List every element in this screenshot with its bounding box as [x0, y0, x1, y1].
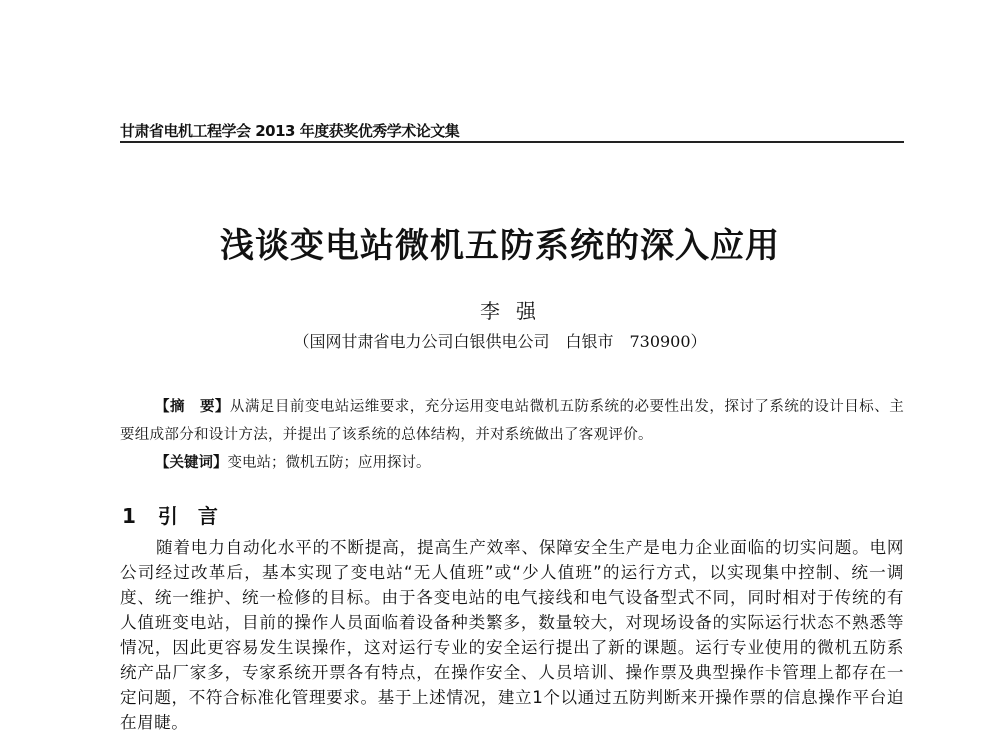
keywords-label: 【关键词】 — [155, 455, 228, 471]
header-rule — [120, 141, 904, 143]
author-affiliation: （国网甘肃省电力公司白银供电公司 白银市 730900） — [293, 332, 707, 351]
abstract-text: 从满足目前变电站运维要求，充分运用变电站微机五防系统的必要性出发，探讨了系统的设计目标、主要组成部分和设计方法，并提出了该系统的总体结构，并对系统做出了客观评价。 — [120, 399, 904, 443]
abstract — [120, 393, 904, 449]
paper-title: 浅谈变电站微机五防系统的深入应用 — [220, 226, 780, 266]
running-header: 甘肃省电机工程学会 2013 年度获奖优秀学术论文集 — [120, 122, 460, 140]
abstract-label: 【摘 要】 — [155, 399, 230, 415]
section-heading — [122, 500, 238, 529]
section-paragraph: 随着电力自动化水平的不断提高，提高生产效率、保障安全生产是电力企业面临的切实问题。电网公司经过改革后，基本实现了变电站“无人值班”或“少人值班”的运行方式，以实现集中控制、统一调度、统一维护、统一检修的目标。由于各变电站的电气接线和电气设备型式不同，同时相对于传统的有人值班变电站，目前的操作人员面临着设备种类繁多，数量较大，对现场设备的实际运行状态不熟悉等情况，因此更容易发生误操作，这对运行专业的安全运行提出了新的课题。运行专业使用的微机五防系统产品厂家多，专家系统开票各有特点，在操作安全、人员培训、操作票及典型操作卡管理上都存在一定问题，不符合标准化管理要求。基于上述情况，建立1个以通过五防判断来开操作票的信息操作平台迫在眉睫。 — [120, 538, 904, 732]
paper-author: 李强 — [480, 299, 552, 323]
keywords — [155, 449, 904, 477]
section-number: 1 — [122, 504, 136, 528]
section-title: 引言 — [157, 504, 238, 528]
keywords-text: 变电站；微机五防；应用探讨。 — [227, 455, 431, 471]
